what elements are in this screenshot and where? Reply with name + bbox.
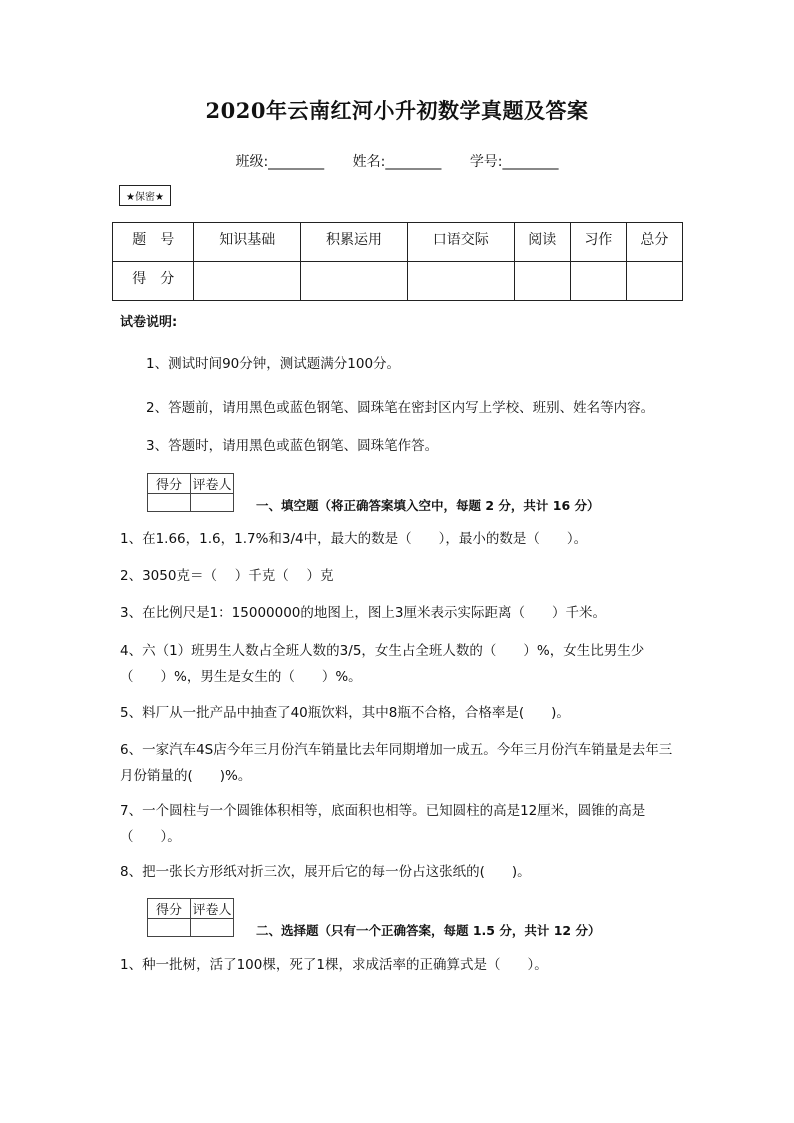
instruction-item: 2、答题前，请用黑色或蓝色钢笔、圆珠笔在密封区内写上学校、班别、姓名等内容。 [146, 400, 655, 416]
question-item: 1、种一批树，活了100棵，死了1棵，求成活率的正确算式是（ ）。 [120, 957, 548, 973]
score-header-cell: 习作 [570, 223, 626, 262]
score-cell[interactable] [301, 262, 408, 301]
question-item: 2、3050克＝（ ）千克（ ）克 [120, 568, 334, 584]
score-table [112, 222, 683, 301]
part1-title: 一、填空题（将正确答案填入空中，每题 2 分，共计 16 分） [256, 498, 600, 513]
score-row-label: 得 分 [113, 262, 194, 301]
grader-score-label: 得分 [148, 474, 191, 494]
grader-score-label: 得分 [148, 899, 191, 919]
score-cell[interactable] [570, 262, 626, 301]
instruction-item: 3、答题时，请用黑色或蓝色钢笔、圆珠笔作答。 [146, 438, 439, 454]
score-header-cell: 知识基础 [194, 223, 301, 262]
score-header-cell: 阅读 [514, 223, 570, 262]
score-header-cell: 口语交际 [407, 223, 514, 262]
confidential-badge: ★保密★ [119, 185, 171, 206]
page-title: 2020年云南红河小升初数学真题及答案 [205, 98, 589, 123]
score-header-cell: 题 号 [113, 223, 194, 262]
grader-name-cell[interactable] [191, 494, 234, 512]
score-header-cell: 积累运用 [301, 223, 408, 262]
score-cell[interactable] [194, 262, 301, 301]
score-table-score-row [113, 262, 683, 301]
score-cell[interactable] [407, 262, 514, 301]
instructions-heading: 试卷说明: [120, 315, 178, 330]
grader-box [147, 898, 234, 937]
part2-title: 二、选择题（只有一个正确答案，每题 1.5 分，共计 12 分） [256, 923, 601, 938]
question-item: 3、在比例尺是1：15000000的地图上，图上3厘米表示实际距离（ ）千米。 [120, 605, 606, 621]
grader-score-cell[interactable] [148, 494, 191, 512]
student-id-field[interactable]: 学号:________ [469, 154, 559, 170]
score-cell[interactable] [514, 262, 570, 301]
score-header-cell: 总分 [626, 223, 682, 262]
grader-name-label: 评卷人 [191, 474, 234, 494]
question-item: 6、一家汽车4S店今年三月份汽车销量比去年同期增加一成五。今年三月份汽车销量是去年三月份销量的( )%。 [120, 742, 673, 784]
grader-score-cell[interactable] [148, 919, 191, 937]
class-field[interactable]: 班级:________ [235, 154, 325, 170]
question-item: 4、六（1）班男生人数占全班人数的3/5，女生占全班人数的（ ）%，女生比男生少（ ）%，男生是女生的（ ）%。 [120, 643, 645, 685]
grader-box [147, 473, 234, 512]
grader-name-label: 评卷人 [191, 899, 234, 919]
grader-name-cell[interactable] [191, 919, 234, 937]
score-cell[interactable] [626, 262, 682, 301]
question-item: 7、一个圆柱与一个圆锥体积相等，底面积也相等。已知圆柱的高是12厘米，圆锥的高是（ ）。 [120, 803, 646, 845]
score-table-header-row [113, 223, 683, 262]
question-item: 5、料厂从一批产品中抽查了40瓶饮料，其中8瓶不合格，合格率是( )。 [120, 705, 570, 721]
name-field[interactable]: 姓名:________ [352, 154, 442, 170]
question-item: 8、把一张长方形纸对折三次，展开后它的每一份占这张纸的( )。 [120, 864, 531, 880]
instruction-item: 1、测试时间90分钟，测试题满分100分。 [146, 356, 401, 372]
student-info-row [0, 151, 794, 171]
question-item: 1、在1.66，1.6，1.7%和3/4中，最大的数是（ ），最小的数是（ ）。 [120, 531, 588, 547]
